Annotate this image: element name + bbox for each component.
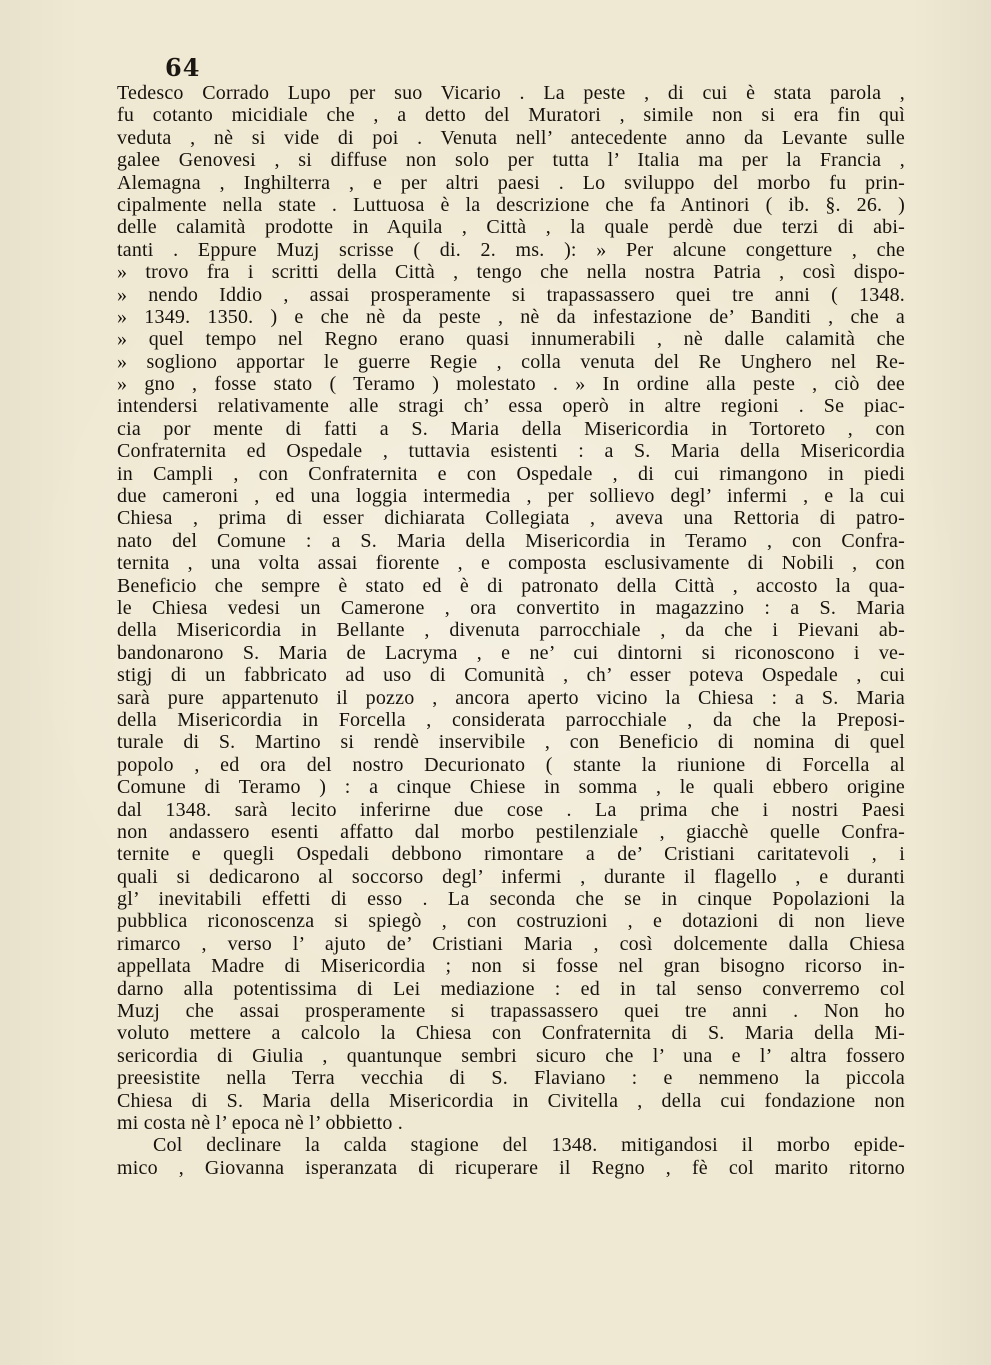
text-line: cipalmente nella state . Luttuosa è la descrizione che fa Antinori ( ib. §. 26. ) bbox=[117, 193, 905, 216]
text-line: della Misericordia in Forcella , considerata parrocchiale , da che la Preposi- bbox=[117, 708, 905, 731]
text-line: » nendo Iddio , assai prosperamente si trapassassero quei tre anni ( 1348. bbox=[117, 283, 905, 306]
text-line: turale di S. Martino si rendè inservibile , con Beneficio di nomina di quel bbox=[117, 731, 905, 754]
text-line: rimarco , verso l’ ajuto de’ Cristiani Maria , così dolcemente dalla Chiesa bbox=[117, 932, 905, 955]
text-line: delle calamità prodotte in Aquila , Città , la quale perdè due terzi di abi- bbox=[117, 216, 905, 239]
text-line: appellata Madre di Misericordia ; non si fosse nel gran bisogno ricorso in- bbox=[117, 955, 905, 978]
text-line: Col declinare la calda stagione del 1348. mitigandosi il morbo epide- bbox=[153, 1134, 905, 1157]
text-line: » quel tempo nel Regno erano quasi innumerabili , nè dalle calamità che bbox=[117, 328, 905, 351]
text-line: le Chiesa vedesi un Camerone , ora convertito in magazzino : a S. Maria bbox=[117, 596, 905, 619]
text-line: popolo , ed ora del nostro Decurionato ( stante la riunione di Forcella al bbox=[117, 753, 905, 776]
text-line: » 1349. 1350. ) e che nè da peste , nè da infestazione de’ Banditi , che a bbox=[117, 305, 905, 328]
text-line: galee Genovesi , si diffuse non solo per tutta l’ Italia ma per la Francia , bbox=[117, 149, 905, 172]
text-line: Chiesa , prima di esser dichiarata Collegiata , aveva una Rettoria di patro- bbox=[117, 507, 905, 530]
text-line: Chiesa di S. Maria della Misericordia in Civitella , della cui fondazione non bbox=[117, 1089, 905, 1112]
text-line: veduta , nè si vide di poi . Venuta nell’ antecedente anno da Levante sulle bbox=[117, 126, 905, 149]
text-line: fu cotanto micidiale che , a detto del Muratori , simile non si era fin quì bbox=[117, 104, 905, 127]
text-line: ternita , una volta assai fiorente , e composta esclusivamente di Nobili , con bbox=[117, 552, 905, 575]
text-line: pubblica riconoscenza si spiegò , con costruzioni , e dotazioni di non lieve bbox=[117, 910, 905, 933]
text-line: preesistite nella Terra vecchia di S. Flaviano : e nemmeno la piccola bbox=[117, 1067, 905, 1090]
text-line: intendersi relativamente alle stragi ch’ essa operò in altre regioni . Se piac- bbox=[117, 395, 905, 418]
text-line: non andassero esenti affatto dal morbo pestilenziale , giacchè quelle Confra- bbox=[117, 820, 905, 843]
text-line: nato del Comune : a S. Maria della Misericordia in Teramo , con Confra- bbox=[117, 529, 905, 552]
text-line: darno alla potentissima di Lei mediazione : ed in tal senso converremo col bbox=[117, 977, 905, 1000]
text-line: bandonarono S. Maria de Lacryma , e ne’ cui dintorni si riconoscono i ve- bbox=[117, 641, 905, 664]
text-line: voluto mettere a calcolo la Chiesa con Confraternita di S. Maria della Mi- bbox=[117, 1022, 905, 1045]
text-line: in Campli , con Confraternita e con Ospedale , di cui rimangono in piedi bbox=[117, 462, 905, 485]
text-line: ternite e quegli Ospedali debbono rimontare a de’ Cristiani caritatevoli , i bbox=[117, 843, 905, 866]
text-line: due cameroni , ed una loggia intermedia , per sollievo degl’ infermi , e la cui bbox=[117, 485, 905, 508]
text-line: » sogliono apportar le guerre Regie , colla venuta del Re Unghero nel Re- bbox=[117, 350, 905, 373]
text-line: Comune di Teramo ) : a cinque Chiese in somma , le quali ebbero origine bbox=[117, 776, 905, 799]
page-number: 64 bbox=[165, 53, 201, 82]
text-line: Tedesco Corrado Lupo per suo Vicario . La peste , di cui è stata parola , bbox=[117, 82, 905, 104]
text-line: Confraternita ed Ospedale , tuttavia esistenti : a S. Maria della Misericordia bbox=[117, 440, 905, 463]
text-line: dal 1348. sarà lecito inferirne due cose . La prima che i nostri Paesi bbox=[117, 798, 905, 821]
text-line: mico , Giovanna isperanzata di ricuperare il Regno , fè col marito ritorno bbox=[117, 1156, 905, 1179]
text-line: gl’ inevitabili effetti di esso . La seconda che se in cinque Popolazioni la bbox=[117, 888, 905, 911]
body-text bbox=[117, 82, 905, 1179]
text-line: sarà pure appartenuto il pozzo , ancora aperto vicino la Chiesa : a S. Maria bbox=[117, 686, 905, 709]
text-line: Muzj che assai prosperamente si trapassassero quei tre anni . Non ho bbox=[117, 1000, 905, 1023]
text-line: mi costa nè l’ epoca nè l’ obbietto . bbox=[117, 1111, 404, 1134]
text-line: » trovo fra i scritti della Città , tengo che nella nostra Patria , così dispo- bbox=[117, 261, 905, 284]
text-line: Beneficio che sempre è stato ed è di patronato della Città , accosto la qua- bbox=[117, 574, 905, 597]
text-line: della Misericordia in Bellante , divenuta parrocchiale , da che i Pievani ab- bbox=[117, 619, 905, 642]
text-line: sericordia di Giulia , quantunque sembri sicuro che l’ una e l’ altra fossero bbox=[117, 1044, 905, 1067]
text-line: » gno , fosse stato ( Teramo ) molestato . » In ordine alla peste , ciò dee bbox=[117, 373, 905, 396]
text-line: stigj di un fabbricato ad uso di Comunità , ch’ esser poteva Ospedale , cui bbox=[117, 664, 905, 687]
text-line: Alemagna , Inghilterra , e per altri paesi . Lo sviluppo del morbo fu prin- bbox=[117, 171, 905, 194]
text-line: tanti . Eppure Muzj scrisse ( di. 2. ms. ): » Per alcune congetture , che bbox=[117, 238, 905, 261]
text-line: cia por mente di fatti a S. Maria della Misericordia in Tortoreto , con bbox=[117, 417, 905, 440]
text-line: quali si dedicarono al soccorso degl’ infermi , durante il flagello , e duranti bbox=[117, 865, 905, 888]
